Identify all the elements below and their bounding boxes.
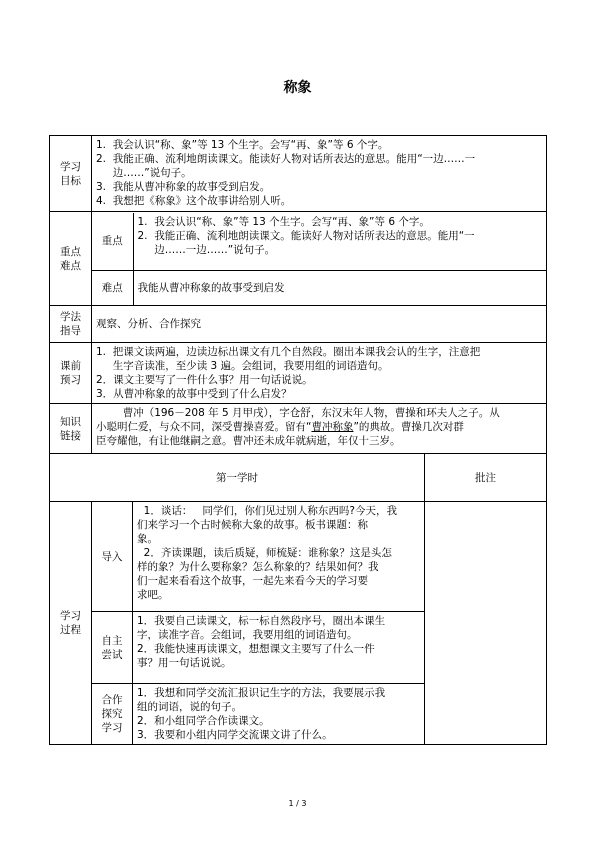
method-text: 观察、分析、合作探究 bbox=[92, 306, 547, 343]
knowledge-line bbox=[96, 420, 542, 434]
key-content bbox=[92, 212, 547, 306]
knowledge-label: 知识 链接 bbox=[50, 404, 92, 454]
section-content bbox=[133, 684, 425, 745]
focus-label: 重点 bbox=[92, 213, 133, 271]
goal-item: 4. 我想把《称象》这个故事讲给别人听。 bbox=[96, 195, 292, 207]
method-row bbox=[50, 306, 547, 343]
section-line: 3．我要和小组内同学交流课文讲了什么。 bbox=[137, 729, 333, 741]
section-line: 样的象？为什么要称象？怎么称象的？结果如何？我 bbox=[137, 561, 379, 573]
section-line: 2．我能快速再读课文，想想课文主要写了什么一件 bbox=[137, 643, 375, 655]
story-link[interactable]: 曹冲称象 bbox=[311, 421, 354, 433]
goal-item: 1. 我会认识“称、象”等 13 个生字。会写“再、象”等 6 个字。 bbox=[96, 139, 389, 151]
preview-content bbox=[92, 343, 547, 404]
section-line: 们一起来看看这个故事，一起先来看今天的学习要 bbox=[137, 575, 368, 587]
section-line: 字，读准字音。会组词，我要用组的词语造句。 bbox=[137, 629, 358, 641]
key-row bbox=[50, 212, 547, 306]
difficulty-label: 难点 bbox=[92, 271, 133, 305]
goal-item: 2. 我能正确、流利地朗读课文。能读好人物对话所表达的意思。能用“一边……一 边……”说句子。 bbox=[96, 153, 476, 179]
section-label: 导入 bbox=[92, 502, 133, 612]
knowledge-line: 曹冲（196－208 年 5 月甲戌），字仓舒，东汉末年人物，曹操和环夫人之子。从 bbox=[96, 407, 500, 419]
section-line: 求吧。 bbox=[137, 589, 169, 601]
intro-row bbox=[50, 502, 547, 612]
section-content bbox=[133, 612, 425, 684]
goals-row bbox=[50, 136, 547, 212]
section-line: 2．齐读课题，读后质疑，师梳疑：谁称象？这是头怎 bbox=[137, 547, 392, 559]
difficulty-text: 我能从曹冲称象的故事受到启发 bbox=[133, 271, 546, 305]
preview-row bbox=[50, 343, 547, 404]
section-line: 们来学习一个古时候称大象的故事。板书课题：称 bbox=[137, 519, 368, 531]
page-number: 1 / 3 bbox=[288, 799, 307, 808]
section-line: 事？用一句话说说。 bbox=[137, 657, 232, 669]
notes-header: 批注 bbox=[425, 454, 547, 502]
goals-label: 学习 目标 bbox=[50, 136, 92, 212]
page-title: 称象 bbox=[283, 80, 312, 96]
focus-item: 1. 我会认识“称、象”等 13 个生字。会写“再、象”等 6 个字。 bbox=[137, 215, 430, 228]
knowledge-content bbox=[92, 404, 547, 454]
knowledge-line: 臣夸耀他，有让他继嗣之意。曹冲还未成年就病逝，年仅十三岁。 bbox=[96, 435, 401, 447]
focus-content bbox=[133, 213, 546, 271]
method-label: 学法 指导 bbox=[50, 306, 92, 343]
key-inner-table bbox=[92, 213, 546, 305]
process-label: 学习 过程 bbox=[50, 502, 92, 745]
section-line: 1．我要自己读课文，标一标自然段序号，圈出本课生 bbox=[137, 615, 386, 627]
preview-item: 3．从曹冲称象的故事中受到了什么启发？ bbox=[96, 388, 292, 400]
section-line: 象。 bbox=[137, 533, 158, 545]
section-label: 合作 探究 学习 bbox=[92, 684, 133, 745]
notes-cell bbox=[425, 502, 547, 745]
preview-label: 课前 预习 bbox=[50, 343, 92, 404]
key-label: 重点 难点 bbox=[50, 212, 92, 306]
knowledge-text: ”的典故。曹操几次对群 bbox=[353, 421, 464, 433]
preview-item: 1. 把课文读两遍，边读边标出课文有几个自然段。圈出本课我会认的生字，注意把 生字音读准，至少读 3 遍。会组词，我要用组的词语造句。 bbox=[96, 346, 481, 372]
section-line: 组的词语，说的句子。 bbox=[137, 701, 242, 713]
section-content bbox=[133, 502, 425, 612]
knowledge-text: 小聪明仁爱，与众不同，深受曹操喜爱。留有“ bbox=[96, 421, 312, 433]
section-line: 1．谈话： 同学们，你们见过别人称东西吗?今天，我 bbox=[137, 505, 397, 517]
knowledge-row bbox=[50, 404, 547, 454]
section-line: 2．和小组同学合作读课文。 bbox=[137, 715, 270, 727]
preview-item: 2．课文主要写了一件什么事？用一句话说说。 bbox=[96, 374, 313, 386]
focus-item: 2. 我能正确、流利地朗读课文。能读好人物对话所表达的意思。能用“一 边……一边……”说句子。 bbox=[137, 229, 475, 256]
goals-content bbox=[92, 136, 547, 212]
lesson-plan-table bbox=[49, 135, 547, 745]
section-line: 1．我想和同学交流汇报识记生字的方法，我要展示我 bbox=[137, 687, 386, 699]
period-header-row bbox=[50, 454, 547, 502]
period-header: 第一学时 bbox=[50, 454, 425, 502]
section-label: 自主 尝试 bbox=[92, 612, 133, 684]
goal-item: 3. 我能从曹冲称象的故事受到启发。 bbox=[96, 181, 271, 193]
